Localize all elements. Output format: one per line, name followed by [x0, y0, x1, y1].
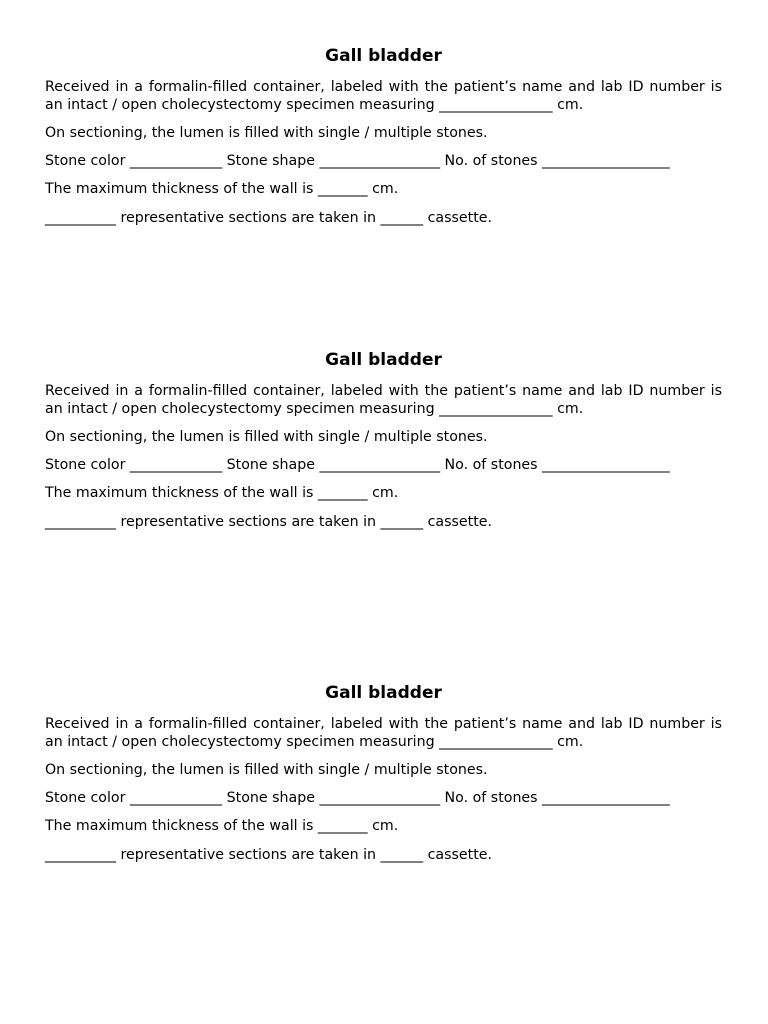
sections-line: __________ representative sections are taken in ______ cassette.: [45, 514, 492, 530]
gall-bladder-form-1: [45, 45, 722, 227]
form-title: Gall bladder: [325, 683, 442, 703]
sectioning-line: On sectioning, the lumen is filled with single / multiple stones.: [45, 125, 488, 141]
wall-thickness-line: The maximum thickness of the wall is _______ cm.: [45, 181, 399, 197]
received-paragraph: Received in a formalin-filled container, labeled with the patient’s name and lab ID number is an intact / open cholecystectomy specimen measuring ________________ cm.: [45, 716, 722, 750]
gall-bladder-form-3: [45, 682, 722, 864]
wall-thickness-line: The maximum thickness of the wall is _______ cm.: [45, 818, 399, 834]
stones-line: Stone color _____________ Stone shape _________________ No. of stones __________________: [45, 153, 670, 169]
sections-line: __________ representative sections are taken in ______ cassette.: [45, 210, 492, 226]
stones-line: Stone color _____________ Stone shape _________________ No. of stones __________________: [45, 457, 670, 473]
sections-line: __________ representative sections are taken in ______ cassette.: [45, 847, 492, 863]
form-title: Gall bladder: [325, 46, 442, 66]
sectioning-line: On sectioning, the lumen is filled with single / multiple stones.: [45, 429, 488, 445]
received-paragraph: Received in a formalin-filled container, labeled with the patient’s name and lab ID number is an intact / open cholecystectomy specimen measuring ________________ cm.: [45, 383, 722, 417]
stones-line: Stone color _____________ Stone shape _________________ No. of stones __________________: [45, 790, 670, 806]
form-title: Gall bladder: [325, 350, 442, 370]
wall-thickness-line: The maximum thickness of the wall is _______ cm.: [45, 485, 399, 501]
received-paragraph: Received in a formalin-filled container, labeled with the patient’s name and lab ID number is an intact / open cholecystectomy specimen measuring ________________ cm.: [45, 79, 722, 113]
sectioning-line: On sectioning, the lumen is filled with single / multiple stones.: [45, 762, 488, 778]
gall-bladder-form-2: [45, 349, 722, 531]
